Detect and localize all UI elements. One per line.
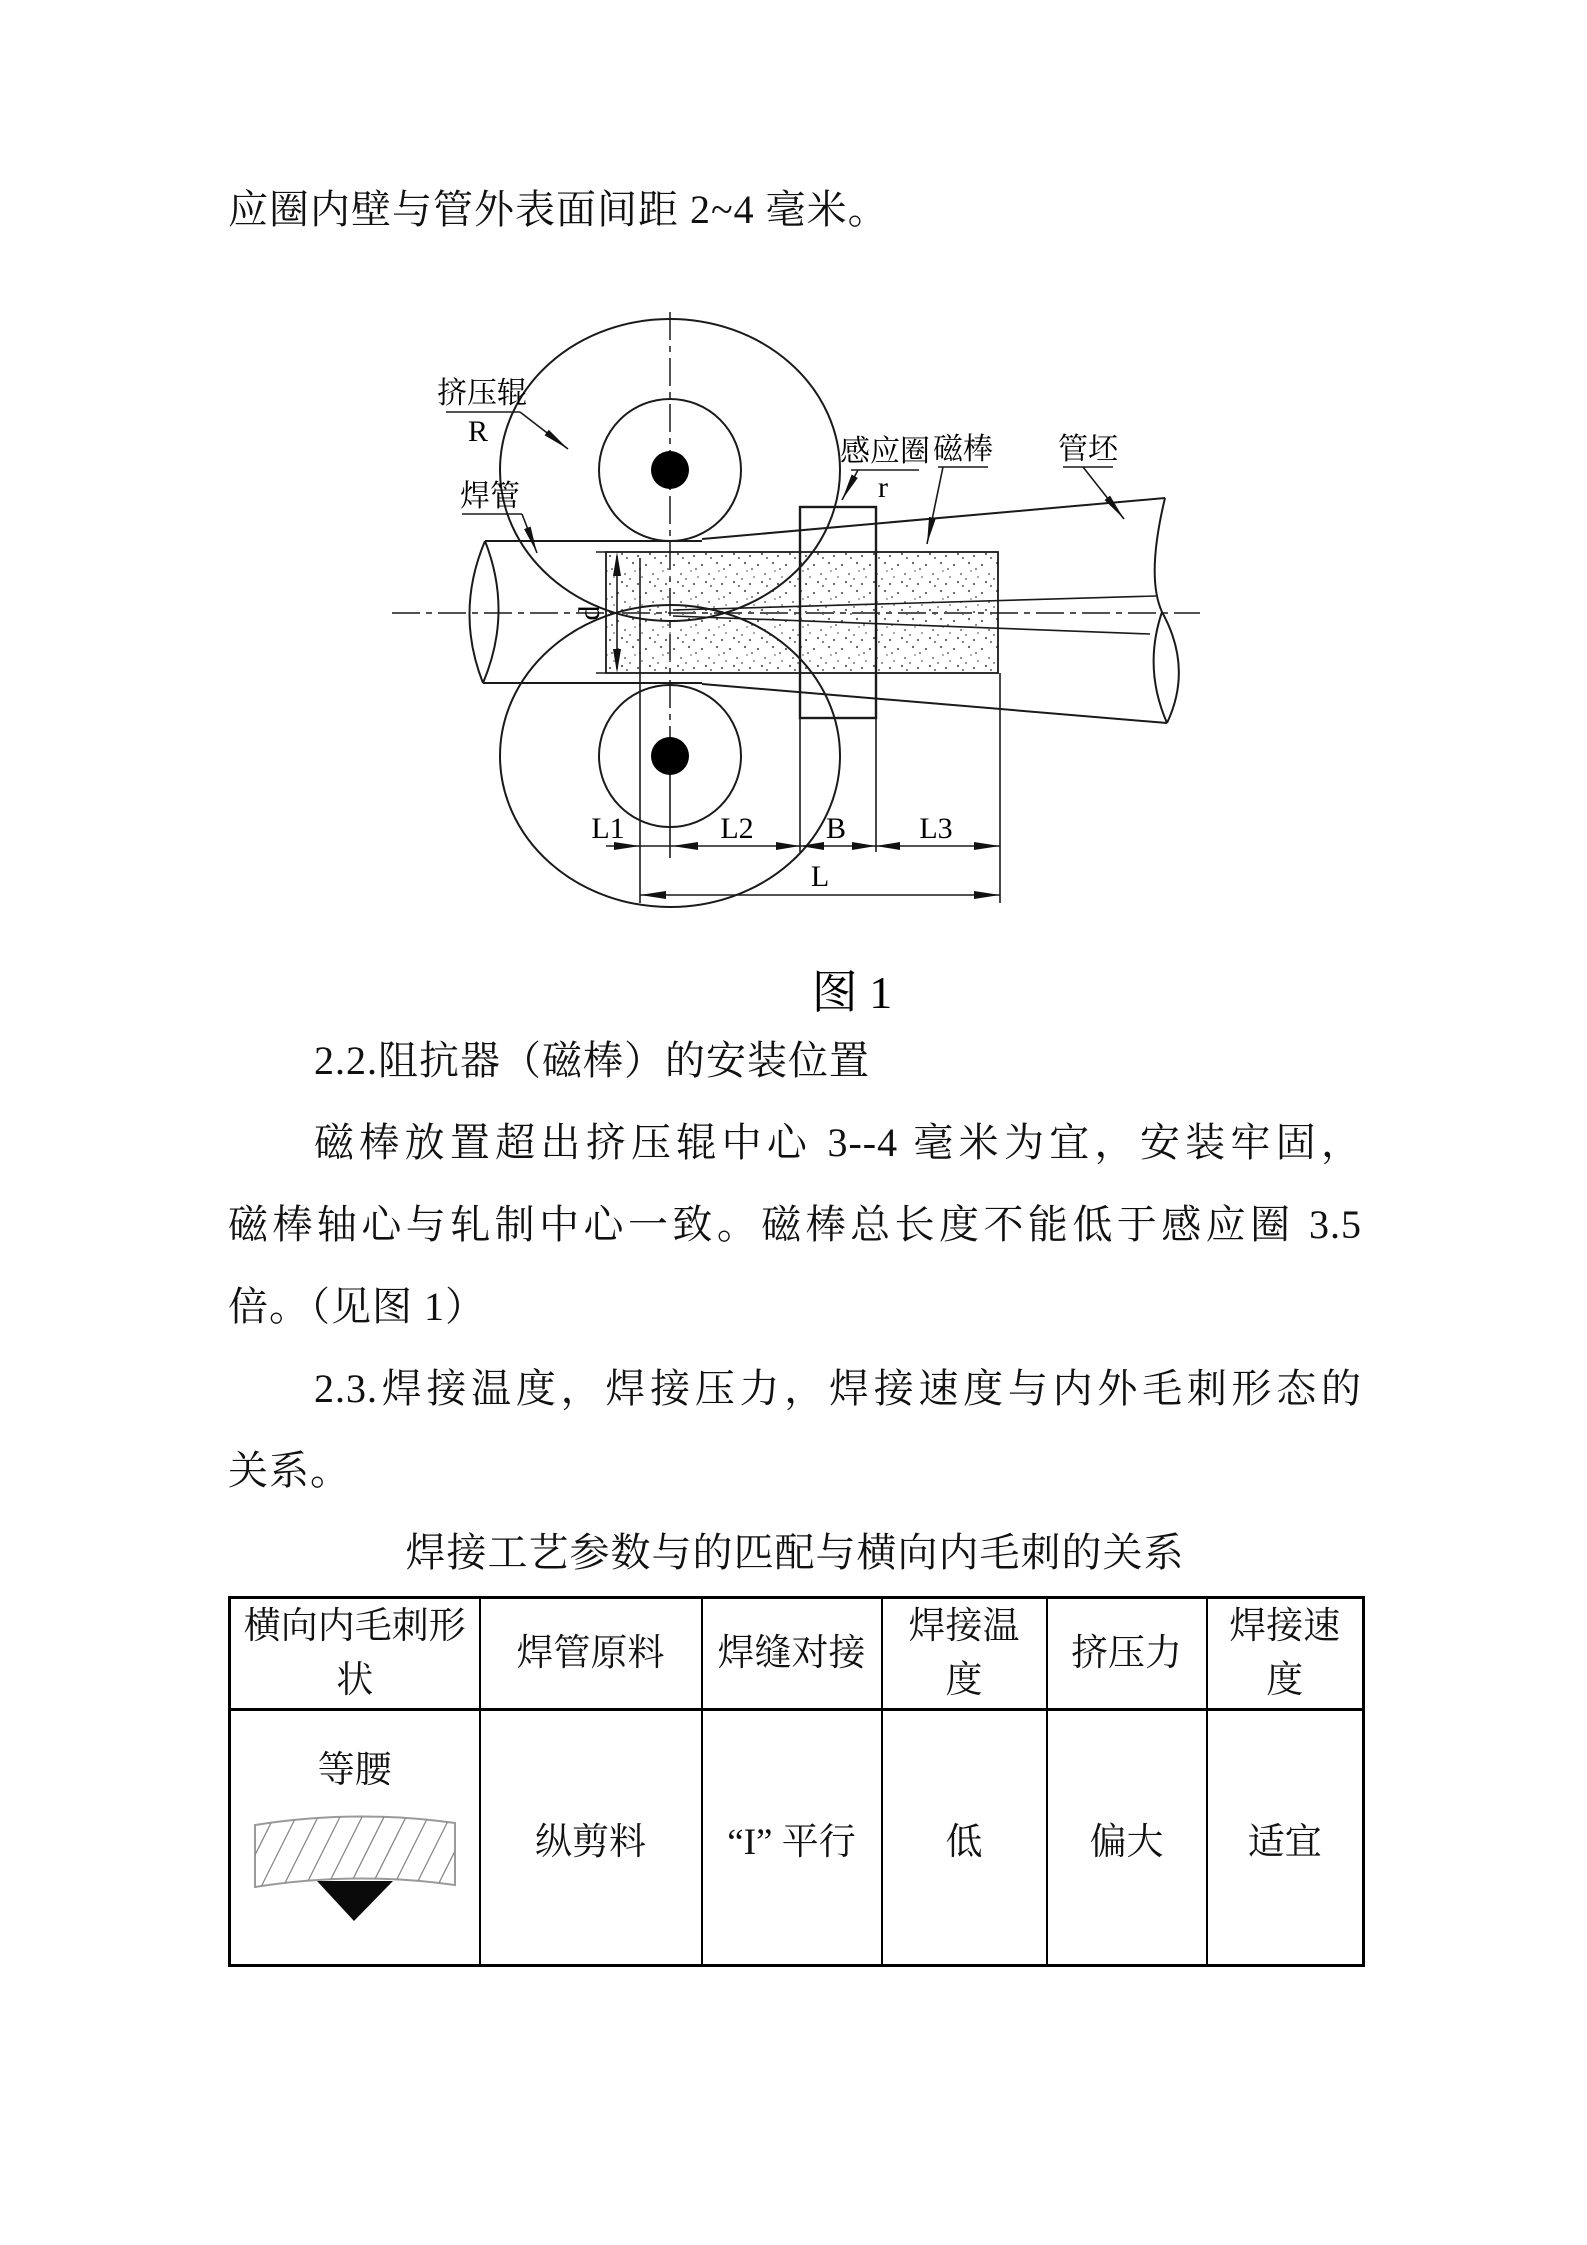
cell-seam-butt: “I” 平行 — [702, 1710, 882, 1966]
dim-l3-label: L3 — [919, 812, 953, 845]
section-2-3-heading-line-2: 关系。 — [228, 1448, 351, 1493]
lower-roller-shaft — [651, 737, 689, 775]
section-2-3-heading-line-1: 2.3.焊接温度，焊接压力，焊接速度与内外毛刺形态的 — [314, 1366, 1362, 1411]
column-header-pipe-material: 焊管原料 — [480, 1598, 702, 1710]
dim-b-label: B — [825, 812, 847, 845]
induction-coil-radius-label: r — [878, 471, 888, 504]
section-2-2-body-line-2: 磁棒轴心与轧制中心一致。磁棒总长度不能低于感应圈 3.5 — [228, 1202, 1362, 1247]
intro-line: 应圈内壁与管外表面间距 2~4 毫米。 — [228, 187, 889, 232]
burr-triangle — [317, 1881, 393, 1921]
squeeze-roller-label: 挤压辊 — [437, 377, 527, 410]
dim-l-label: L — [810, 860, 830, 893]
column-header-welding-temperature: 焊接温度 — [882, 1598, 1047, 1710]
tube-blank-label: 管坯 — [1058, 433, 1118, 466]
column-header-extrusion-force: 挤压力 — [1047, 1598, 1207, 1710]
figure-1-diagram — [330, 290, 1330, 1020]
cell-extrusion-force: 偏大 — [1047, 1710, 1207, 1966]
induction-coil-label: 感应圈 — [840, 435, 930, 468]
dim-l2-label: L2 — [720, 812, 754, 845]
dim-d-label: d — [573, 605, 606, 621]
section-2-2-body-line-1: 磁棒放置超出挤压辊中心 3--4 毫米为宜，安装牢固， — [314, 1120, 1362, 1165]
column-header-seam-butt: 焊缝对接 — [702, 1598, 882, 1710]
dimension-L — [640, 860, 1000, 899]
figure-caption: 图 1 — [811, 967, 893, 1018]
welded-pipe-label: 焊管 — [460, 480, 520, 513]
squeeze-roller-radius-label: R — [467, 415, 489, 448]
figure-1 — [228, 290, 1362, 1020]
section-2-2-heading: 2.2.阻抗器（磁棒）的安装位置 — [314, 1038, 870, 1083]
figure-callouts — [437, 377, 1124, 553]
magnet-bar-label: 磁棒 — [933, 433, 993, 466]
cell-welding-speed: 适宜 — [1207, 1710, 1364, 1966]
upper-roller-shaft — [651, 451, 689, 489]
burr-shape-label: 等腰 — [317, 1749, 392, 1791]
cell-pipe-material: 纵剪料 — [480, 1710, 702, 1966]
table-title: 焊接工艺参数与的匹配与横向内毛刺的关系 — [405, 1530, 1185, 1575]
table-data-row — [230, 1710, 1364, 1966]
burr-shape-drawing — [249, 1799, 461, 1929]
table-header-row — [230, 1598, 1364, 1710]
cell-burr-shape — [230, 1710, 480, 1966]
cell-welding-temperature: 低 — [882, 1710, 1047, 1966]
section-2-2-body-line-3: 倍。（见图 1） — [228, 1284, 486, 1329]
column-header-welding-speed: 焊接速度 — [1207, 1598, 1364, 1710]
column-header-burr-shape: 横向内毛刺形状 — [230, 1598, 480, 1710]
dimension-chain — [591, 812, 1000, 850]
dim-l1-label: L1 — [591, 812, 625, 845]
process-parameter-table — [228, 1596, 1365, 1967]
